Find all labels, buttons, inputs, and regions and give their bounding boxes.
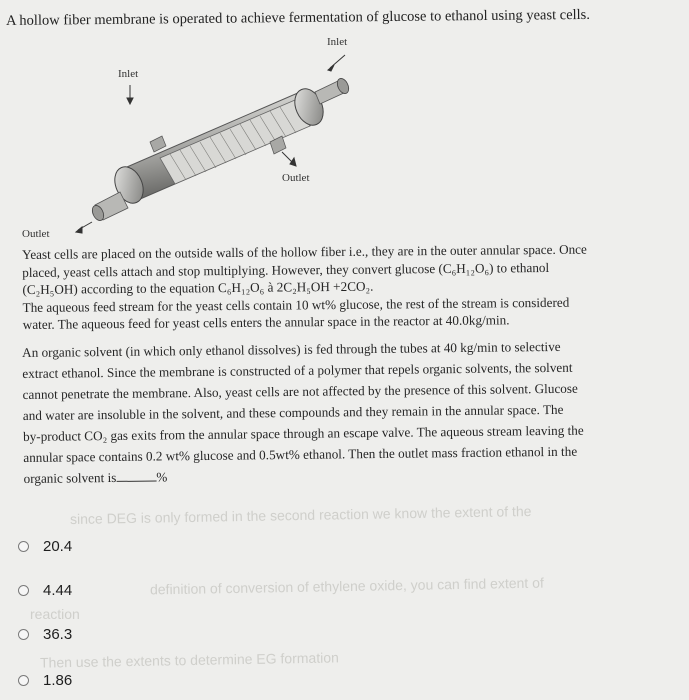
option-4[interactable]: [18, 672, 72, 689]
text-line: (C₂H₅OH) according to the equation C₆H₁₂O₆ à 2C₂H₅OH +2CO₂.: [22, 278, 374, 297]
option-2[interactable]: [18, 582, 72, 599]
question-title: A hollow fiber membrane is operated to achieve fermentation of glucose to ethanol using yeast cells.: [6, 6, 591, 29]
bleed-through-text: definition of conversion of ethylene oxide, you can find extent of: [149, 574, 544, 598]
option-label: 1.86: [43, 672, 73, 689]
text-line: placed, yeast cells attach and stop multiplying. However, they convert glucose (C₆H₁₂O₆) to ethanol: [22, 259, 550, 280]
text-line: and water are insoluble in the solvent, and these compounds and they remain in the annular space. The: [22, 401, 564, 423]
question-paragraph-1: [22, 240, 673, 334]
bleed-through-text: reaction: [30, 606, 80, 622]
radio-button[interactable]: [18, 541, 29, 552]
text-line: water. The aqueous feed for yeast cells enters the annular space in the reactor at 40.0kg/min.: [22, 312, 510, 332]
question-paragraph-2: [22, 335, 674, 489]
text-line: extract ethanol. Since the membrane is constructed of a polymer that repels organic solvents, the solvent: [22, 359, 573, 381]
option-label: 36.3: [43, 626, 73, 643]
text-line: The aqueous feed stream for the yeast cells contain 10 wt% glucose, the rest of the stream is considered: [22, 294, 570, 315]
hollow-fiber-diagram: [0, 30, 689, 245]
text-line: An organic solvent (in which only ethanol dissolves) is fed through the tubes at 40 kg/min to selective: [22, 338, 561, 360]
radio-button[interactable]: [18, 585, 29, 596]
option-1[interactable]: [18, 538, 72, 555]
outlet-label-middle: Outlet: [282, 172, 310, 184]
text-line: cannot penetrate the membrane. Also, yeast cells are not affected by the presence of this solvent. Glucose: [22, 380, 578, 402]
text-line: Yeast cells are placed on the outside walls of the hollow fiber i.e., they are in the outer annular space. Once: [22, 241, 587, 262]
text-line: annular space contains 0.2 wt% glucose and 0.5wt% ethanol. Then the outlet mass fraction ethanol in the: [23, 443, 578, 465]
radio-button[interactable]: [18, 675, 29, 686]
option-3[interactable]: [18, 626, 72, 643]
bleed-through-text: since DEG is only formed in the second reaction we know the extent of the: [69, 502, 532, 528]
option-label: 4.44: [43, 582, 73, 599]
membrane-figure: [0, 30, 689, 245]
answer-blank: [116, 479, 156, 481]
inlet-label-left: Inlet: [118, 68, 139, 80]
blank-suffix: %: [156, 469, 168, 485]
text-line: by-product CO₂ gas exits from the annular space through an escape valve. The aqueous stream leaving the: [22, 422, 584, 444]
blank-prefix: organic solvent is: [23, 469, 117, 486]
bleed-through-text: Then use the extents to determine EG formation: [39, 649, 339, 671]
outlet-label-left: Outlet: [22, 228, 50, 240]
radio-button[interactable]: [18, 629, 29, 640]
option-label: 20.4: [43, 538, 73, 555]
inlet-label-right: Inlet: [327, 36, 348, 48]
